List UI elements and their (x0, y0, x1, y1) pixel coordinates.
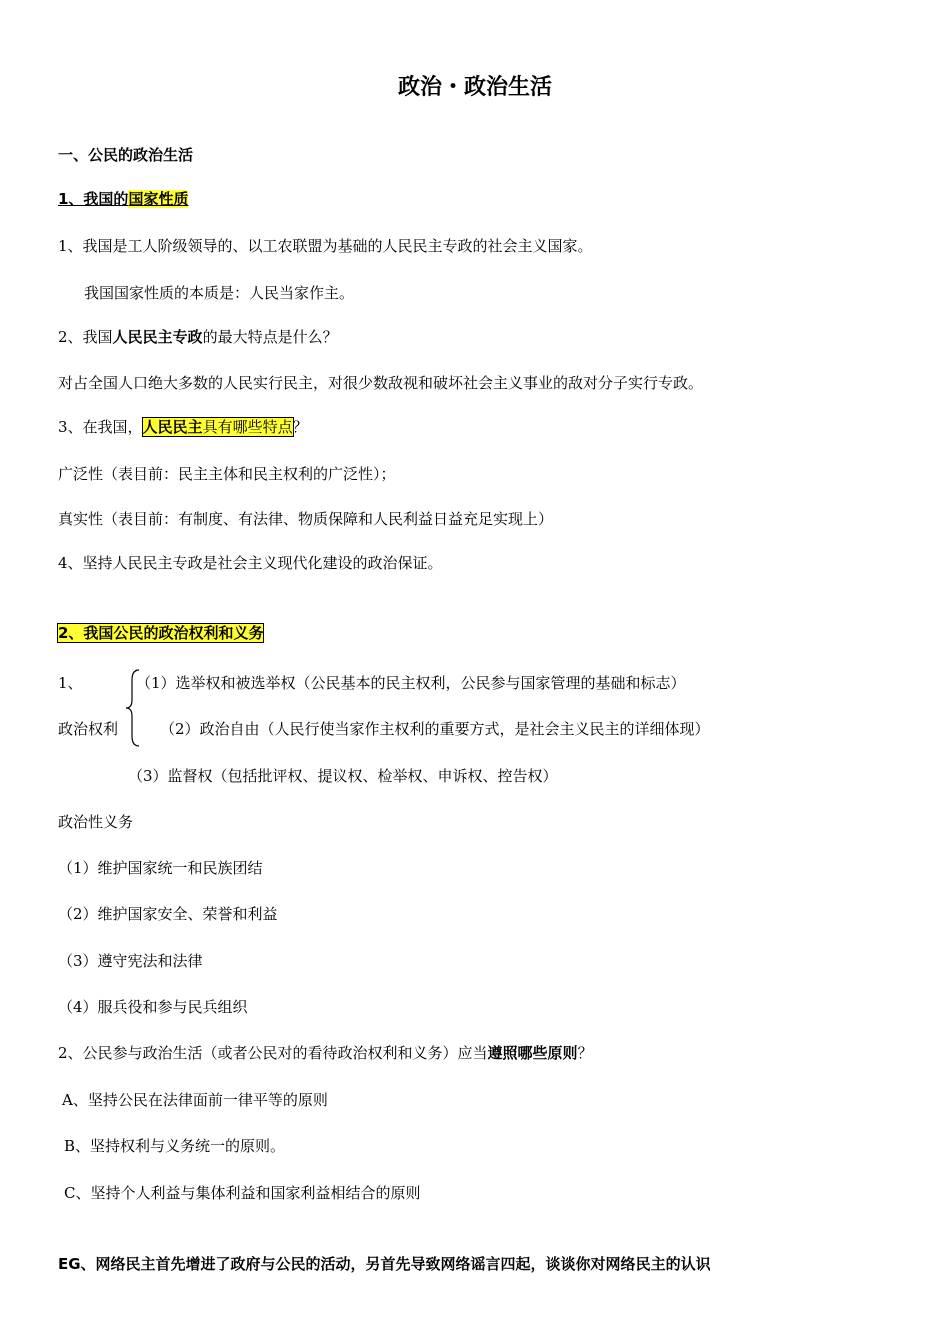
duties-item-2: （2）维护国家安全、荣誉和利益 (58, 905, 278, 923)
question-2-prefix: 2、我国 (58, 328, 113, 346)
example-question: EG、网络民主首先增进了政府与公民的活动，另首先导致网络谣言四起，谈谈你对网络民主的认识 (58, 1255, 711, 1273)
duties-label: 政治性义务 (58, 813, 134, 831)
subsection-heading-1 (58, 189, 188, 209)
principle-a: A、坚持公民在法律面前一律平等的原则 (62, 1091, 328, 1109)
question-3-suffix: ？ (292, 418, 308, 436)
question-2-answer: 对占全国人口绝大多数的人民实行民主，对很少数敌视和破坏社会主义事业的敌对分子实行专政。 (58, 374, 704, 392)
question-1: 1、我国是工人阶级领导的、以工农联盟为基础的人民民主专政的社会主义国家。 (58, 237, 593, 255)
duties-item-4: （4）服兵役和参与民兵组织 (58, 998, 248, 1016)
question-3-bold: 人民民主 (142, 418, 203, 436)
question-3 (58, 417, 308, 437)
principle-b: B、坚持权利与义务统一的原则。 (64, 1137, 286, 1155)
question-3-hl: 具有哪些特点 (202, 418, 293, 436)
principle-c: C、坚持个人利益与集体利益和国家利益相结合的原则 (64, 1184, 421, 1202)
question-5-suffix: ？ (577, 1044, 593, 1062)
question-3-prefix: 3、在我国， (58, 418, 143, 436)
subsection-heading-2 (58, 623, 263, 643)
question-2-suffix: 的最大特点是什么？ (202, 328, 338, 346)
rights-item-2: （2）政治自由（人民行使当家作主权利的重要方式，是社会主义民主的详细体现） (160, 720, 710, 738)
question-3-highlight-box (143, 418, 293, 436)
page-title: 政治・政治生活 (397, 75, 552, 100)
subsection-highlight: 国家性质 (128, 190, 189, 208)
question-5 (58, 1043, 593, 1063)
question-2-bold: 人民民主专政 (112, 328, 203, 346)
rights-number: 1、 (58, 674, 83, 692)
duties-item-3: （3）遵守宪法和法律 (58, 952, 203, 970)
rights-item-3: （3）监督权（包括批评权、提议权、检举权、申诉权、控告权） (128, 767, 558, 785)
section-heading: 一、公民的政治生活 (58, 146, 194, 164)
rights-item-1: （1）选举权和被选举权（公民基本的民主权利，公民参与国家管理的基础和标志） (136, 674, 686, 692)
question-3-answer-1: 广泛性（表目前：民主主体和民主权利的广泛性）； (58, 465, 396, 483)
rights-label: 政治权利 (58, 720, 119, 738)
subsection-prefix: 1、我国的 (58, 190, 129, 208)
question-5-bold: 遵照哪些原则 (487, 1044, 578, 1062)
subsection-2-highlight: 2、我国公民的政治权利和义务 (58, 624, 264, 642)
question-4: 4、坚持人民民主专政是社会主义现代化建设的政治保证。 (58, 554, 443, 572)
question-5-prefix: 2、公民参与政治生活（或者公民对的看待政治权利和义务）应当 (58, 1044, 488, 1062)
question-3-answer-2: 真实性（表目前：有制度、有法律、物质保障和人民利益日益充足实现上） (58, 510, 554, 528)
question-2 (58, 327, 338, 347)
question-1-note: 我国国家性质的本质是：人民当家作主。 (84, 284, 355, 302)
duties-item-1: （1）维护国家统一和民族团结 (58, 859, 263, 877)
